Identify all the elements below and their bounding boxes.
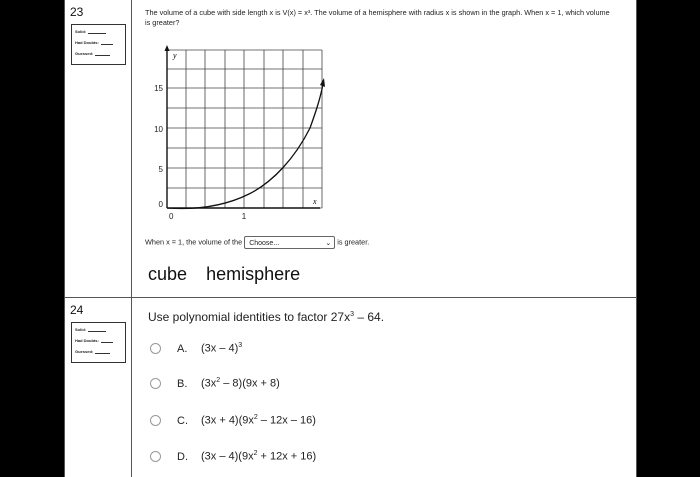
sentence-after: is greater. <box>337 237 370 247</box>
dropdown-value: Choose... <box>249 240 280 247</box>
option-b[interactable] <box>150 377 280 390</box>
status-box-24 <box>71 322 126 363</box>
had-doubts-label: Had Doubts: <box>75 40 99 45</box>
option-exponent: 2 <box>253 450 258 457</box>
option-text: – 12x – 16) <box>257 414 316 427</box>
option-exponent: 3 <box>238 342 243 349</box>
guessed-blank[interactable] <box>95 55 110 56</box>
radio-button[interactable] <box>150 415 161 426</box>
option-letter: A. <box>177 342 188 355</box>
radio-button[interactable] <box>150 343 161 354</box>
had-doubts-blank[interactable] <box>101 44 113 45</box>
chevron-down-icon: ⌄ <box>325 240 332 247</box>
y-axis-label: y <box>173 51 177 60</box>
option-text: (3x + 4)(9x <box>201 414 254 427</box>
y-axis-arrow <box>165 45 170 51</box>
y-tick-label: 5 <box>158 165 163 174</box>
graph-grid <box>167 50 322 208</box>
option-exponent: 2 <box>253 414 258 421</box>
prompt-exponent: 3 <box>350 311 355 318</box>
solid-label: Solid: <box>75 327 87 332</box>
volume-dropdown[interactable] <box>244 236 335 249</box>
x-axis-label: x <box>313 197 317 206</box>
solid-label: Solid: <box>75 29 87 34</box>
had-doubts-label: Had Doubts: <box>75 338 99 343</box>
option-c[interactable] <box>150 414 316 427</box>
option-text: – 8)(9x + 8) <box>220 377 280 390</box>
prompt-text: Use polynomial identities to factor 27x <box>148 310 351 324</box>
option-exponent: 2 <box>216 377 221 384</box>
answer-sentence <box>145 236 369 249</box>
question-24-prompt <box>148 310 384 324</box>
guessed-label: Guessed: <box>75 51 94 56</box>
question-number-23: 23 <box>70 5 84 19</box>
question-23-prompt: The volume of a cube with side length x is V(x) = x³. The volume of a hemisphere with radius x is shown in the graph. When x = 1, which volume is greater? <box>145 8 610 27</box>
x-tick-label: 1 <box>241 212 247 221</box>
solid-blank[interactable] <box>88 33 106 34</box>
option-text: (3x – 4) <box>201 342 239 355</box>
y-tick-label: 15 <box>154 84 163 93</box>
table-right-border <box>636 0 637 477</box>
curve-arrow <box>320 78 325 87</box>
x-tick-label: 0 <box>169 212 174 221</box>
option-d[interactable] <box>150 450 316 463</box>
had-doubts-blank[interactable] <box>101 342 113 343</box>
guessed-label: Guessed: <box>75 349 94 354</box>
worksheet-panel <box>64 0 637 477</box>
choice-hemisphere[interactable]: hemisphere <box>206 264 301 284</box>
option-text: (3x – 4)(9x <box>201 450 254 463</box>
hemisphere-volume-curve <box>167 84 323 208</box>
hemisphere-volume-graph <box>145 44 325 224</box>
y-tick-label: 0 <box>158 200 163 209</box>
option-text: + 12x + 16) <box>257 450 317 463</box>
option-letter: C. <box>177 414 188 427</box>
guessed-blank[interactable] <box>95 353 110 354</box>
column-divider <box>131 0 132 477</box>
option-text: (3x <box>201 377 217 390</box>
prompt-text-end: – 64. <box>354 310 385 324</box>
sentence-before: When x = 1, the volume of the <box>145 237 243 247</box>
radio-button[interactable] <box>150 451 161 462</box>
table-left-border <box>64 0 65 477</box>
choice-cube[interactable]: cube <box>148 264 188 284</box>
solid-blank[interactable] <box>88 331 106 332</box>
option-letter: B. <box>177 377 188 390</box>
option-a[interactable] <box>150 342 242 355</box>
y-tick-label: 10 <box>154 125 163 134</box>
dropdown-choices <box>148 264 314 285</box>
question-number-24: 24 <box>70 303 84 317</box>
radio-button[interactable] <box>150 378 161 389</box>
row-divider <box>64 297 637 298</box>
status-box-23 <box>71 24 126 65</box>
option-letter: D. <box>177 450 188 463</box>
